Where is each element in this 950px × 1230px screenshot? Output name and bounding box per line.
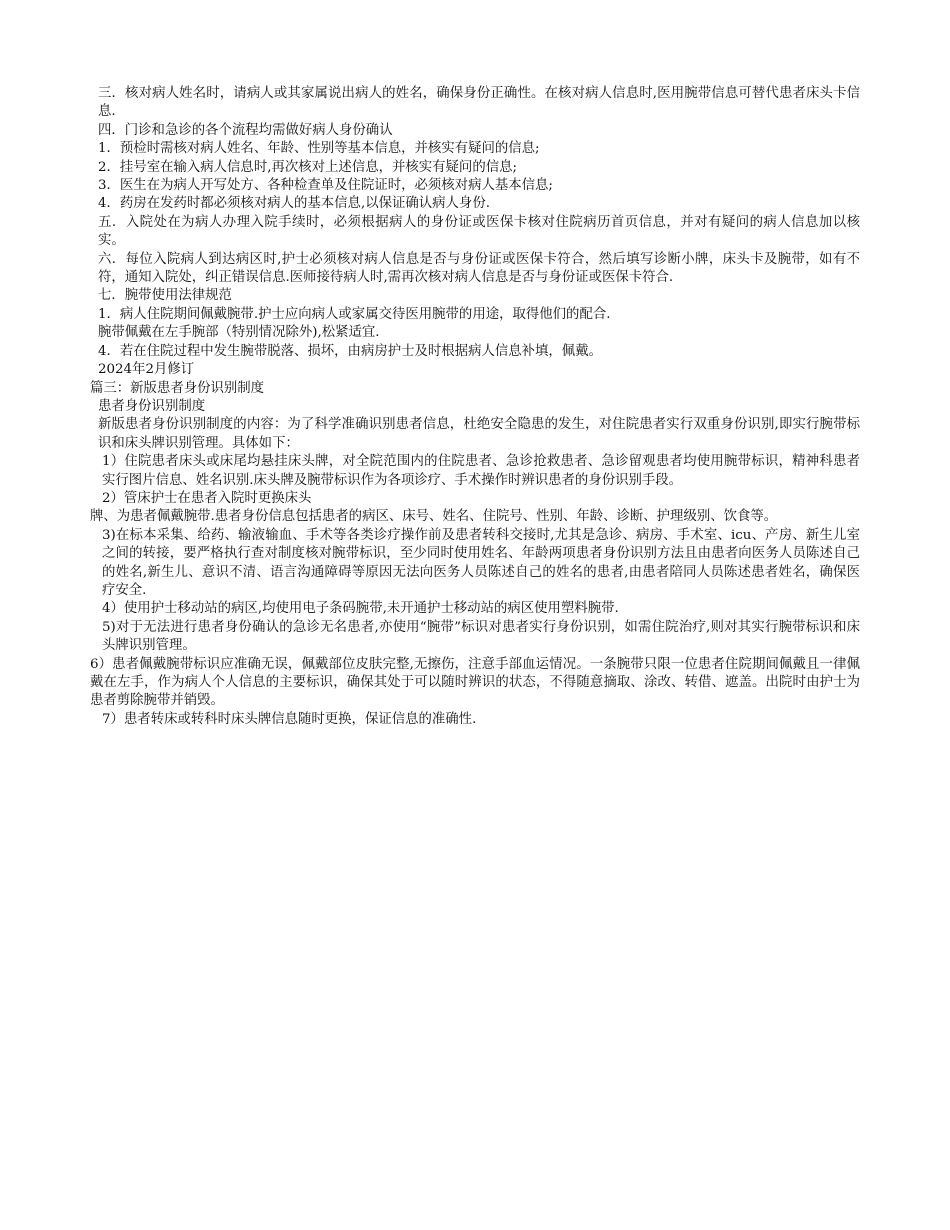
paragraph: 新版患者身份识别制度的内容：为了科学准确识别患者信息，杜绝安全隐患的发生，对住院患者实行双重身份识别,即实行腕带标识和床头牌识别管理。具体如下： bbox=[98, 417, 860, 451]
paragraph: 4．药房在发药时都必须核对病人的基本信息,以保证确认病人身份. bbox=[98, 196, 490, 212]
paragraph: 篇三：新版患者身份识别制度 bbox=[90, 380, 265, 396]
paragraph: 4）使用护士移动站的病区,均使用电子条码腕带,未开通护士移动站的病区使用塑料腕带. bbox=[102, 601, 619, 617]
paragraph: 4．若在住院过程中发生腕带脱落、损坏，由病房护士及时根据病人信息补填，佩戴。 bbox=[98, 343, 602, 359]
paragraph: 2024年2月修订 bbox=[98, 362, 195, 378]
paragraph: 2．挂号室在输入病人信息时,再次核对上述信息，并核实有疑问的信息; bbox=[98, 159, 518, 175]
paragraph: 牌、为患者佩戴腕带.患者身份信息包括患者的病区、床号、姓名、住院号、性别、年龄、诊断、护理级别、饮食等。 bbox=[90, 509, 778, 525]
paragraph: 7）患者转床或转科时床头牌信息随时更换，保证信息的准确性. bbox=[102, 711, 477, 727]
paragraph: 腕带佩戴在左手腕部（特别情况除外),松紧适宜. bbox=[98, 325, 380, 341]
paragraph: 患者身份识别制度 bbox=[98, 398, 206, 414]
paragraph: 四．门诊和急诊的各个流程均需做好病人身份确认 bbox=[98, 122, 393, 138]
paragraph: 6）患者佩戴腕带标识应准确无误，佩戴部位皮肤完整,无擦伤，注意手部血运情况。一条腕带只限一位患者住院期间佩戴且一律佩戴在左手，作为病人个人信息的主要标识，确保其处于可以随时辨识的状态，不得随意摘取、涂改、转借、遮盖。出院时由护士为患者剪除腕带并销毁。 bbox=[90, 656, 860, 709]
paragraph: 1）住院患者床头或床尾均悬挂床头牌，对全院范围内的住院患者、急诊抢救患者、急诊留观患者均使用腕带标识，精神科患者实行图片信息、姓名识别.床头牌及腕带标识作为各项诊疗、手术操作时辨识患者的身份识别手段。 bbox=[102, 454, 860, 488]
paragraph: 2）管床护士在患者入院时更换床头 bbox=[102, 490, 312, 506]
paragraph: 六．每位入院病人到达病区时,护士必须核对病人信息是否与身份证或医保卡符合，然后填写诊断小牌，床头卡及腕带，如有不符，通知入院处，纠正错误信息.医师接待病人时,需再次核对病人信息是否与身份证或医保卡符合. bbox=[98, 251, 860, 286]
paragraph: 七．腕带使用法律规范 bbox=[98, 288, 232, 304]
paragraph: 3)在标本采集、给药、输液输血、手术等各类诊疗操作前及患者转科交接时,尤其是急诊、病房、手术室、icu、产房、新生儿室之间的转接，要严格执行查对制度核对腕带标识，至少同时使用姓名、年龄两项患者身份识别方法且由患者向医务人员陈述自己的姓名,新生儿、意识不清、语言沟通障碍等原因无法向医务人员陈述自己的姓名的患者,由患者陪同人员陈述患者姓名，确保医疗安全. bbox=[102, 527, 860, 598]
document-body bbox=[90, 85, 860, 729]
paragraph: 三．核对病人姓名时，请病人或其家属说出病人的姓名，确保身份正确性。在核对病人信息时,医用腕带信息可替代患者床头卡信息. bbox=[98, 86, 860, 120]
paragraph: 3．医生在为病人开写处方、各种检查单及住院证时，必须核对病人基本信息; bbox=[98, 178, 553, 194]
paragraph: 1．病人住院期间佩戴腕带.护士应向病人或家属交待医用腕带的用途，取得他们的配合. bbox=[98, 306, 611, 322]
paragraph: 五．入院处在为病人办理入院手续时，必须根据病人的身份证或医保卡核对住院病历首页信息，并对有疑问的病人信息加以核实。 bbox=[98, 214, 860, 249]
paragraph: 5)对于无法进行患者身份确认的急诊无名患者,亦使用“腕带”标识对患者实行身份识别，如需住院治疗,则对其实行腕带标识和床头牌识别管理。 bbox=[102, 619, 860, 654]
paragraph: 1．预检时需核对病人姓名、年龄、性别等基本信息，并核实有疑问的信息; bbox=[98, 141, 540, 157]
